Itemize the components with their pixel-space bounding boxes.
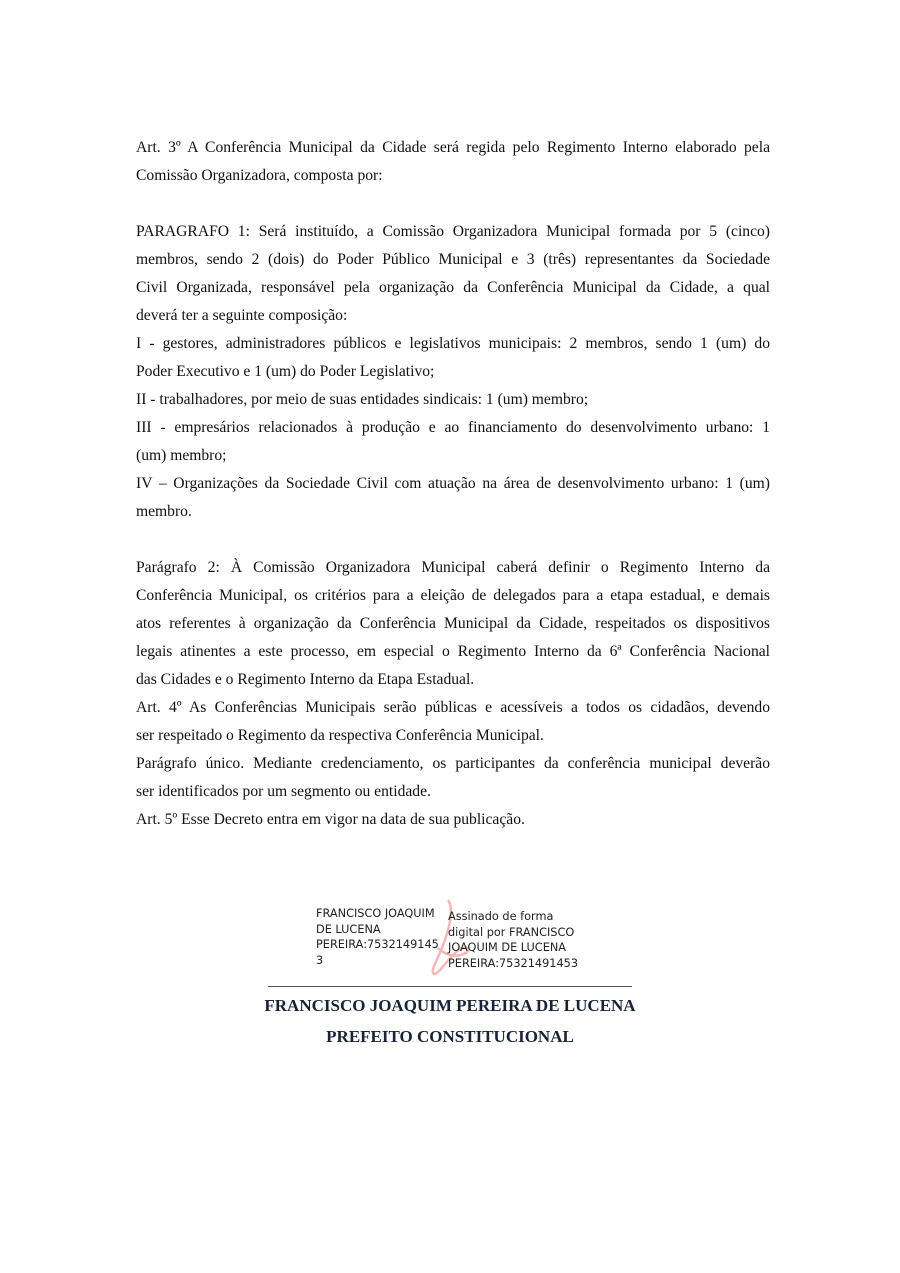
paragraph-line: Art. 5º Esse Decreto entra em vigor na data de sua publicação. [136, 811, 525, 828]
paragraph-line: Parágrafo único. Mediante credenciamento, os participantes da conferência municipal deverão [136, 755, 770, 772]
signer-id [316, 906, 448, 968]
signature-text-line: FRANCISCO JOAQUIM [316, 907, 435, 920]
paragraph-line: membros, sendo 2 (dois) do Poder Público Municipal e 3 (três) representantes da Sociedade [136, 251, 770, 268]
paragraph-line: III - empresários relacionados à produção e ao financiamento do desenvolvimento urbano: 1 [136, 419, 770, 436]
paragraph-line: Art. 4º As Conferências Municipais serão públicas e acessíveis a todos os cidadãos, devendo [136, 699, 770, 716]
paragraph-gap [136, 190, 770, 218]
digital-signature-block [316, 906, 636, 976]
signature-text-line: PEREIRA:75321491453 [448, 956, 579, 970]
signer-name: FRANCISCO JOAQUIM PEREIRA DE LUCENA [264, 996, 636, 1015]
signature-text-line: JOAQUIM DE LUCENA [448, 941, 567, 954]
paragraph-line: Poder Executivo e 1 (um) do Poder Legislativo; [136, 363, 435, 380]
paragraph-line: das Cidades e o Regimento Interno da Etapa Estadual. [136, 671, 475, 688]
paragraph-line: Comissão Organizadora, composta por: [136, 167, 383, 184]
signature-text-line: Assinado de forma [448, 910, 554, 923]
paragraph-line: I - gestores, administradores públicos e legislativos municipais: 2 membros, sendo 1 (um) do [136, 335, 770, 352]
signature-line [268, 986, 632, 987]
paragraph-line: IV – Organizações da Sociedade Civil com atuação na área de desenvolvimento urbano: 1 (um) [136, 475, 770, 492]
paragraph-line: atos referentes à organização da Conferência Municipal da Cidade, respeitados os dispositivos [136, 615, 770, 632]
paragraph-line: PARAGRAFO 1: Será instituído, a Comissão Organizadora Municipal formada por 5 (cinco) [136, 223, 770, 240]
signer-title: PREFEITO CONSTITUCIONAL [326, 1027, 574, 1046]
signature-text-line: digital por FRANCISCO [448, 925, 575, 939]
paragraph-line: Parágrafo 2: À Comissão Organizadora Municipal caberá definir o Regimento Interno da [136, 559, 770, 576]
paragraph-line: (um) membro; [136, 447, 227, 464]
document-body [136, 134, 770, 834]
signature-text-line: 3 [316, 953, 324, 967]
paragraph-line: deverá ter a seguinte composição: [136, 307, 348, 324]
paragraph-line: ser respeitado o Regimento da respectiva Conferência Municipal. [136, 727, 544, 744]
paragraph-line: Civil Organizada, responsável pela organização da Conferência Municipal da Cidade, a qual [136, 279, 770, 296]
paragraph-line: legais atinentes a este processo, em especial o Regimento Interno da 6ª Conferência Nacional [136, 643, 770, 660]
paragraph-line: membro. [136, 503, 192, 520]
signature-text-line: PEREIRA:7532149145 [316, 938, 439, 951]
paragraph-line: II - trabalhadores, por meio de suas entidades sindicais: 1 (um) membro; [136, 391, 589, 408]
digital-signature-note [448, 909, 638, 971]
paragraph-gap [136, 526, 770, 554]
paragraph-line: Art. 3º A Conferência Municipal da Cidade será regida pelo Regimento Interno elaborado pela [136, 139, 770, 156]
paragraph-line: ser identificados por um segmento ou entidade. [136, 783, 431, 800]
paragraph-line: Conferência Municipal, os critérios para a eleição de delegados para a etapa estadual, e demais [136, 587, 770, 604]
signature-text-line: DE LUCENA [316, 922, 381, 936]
